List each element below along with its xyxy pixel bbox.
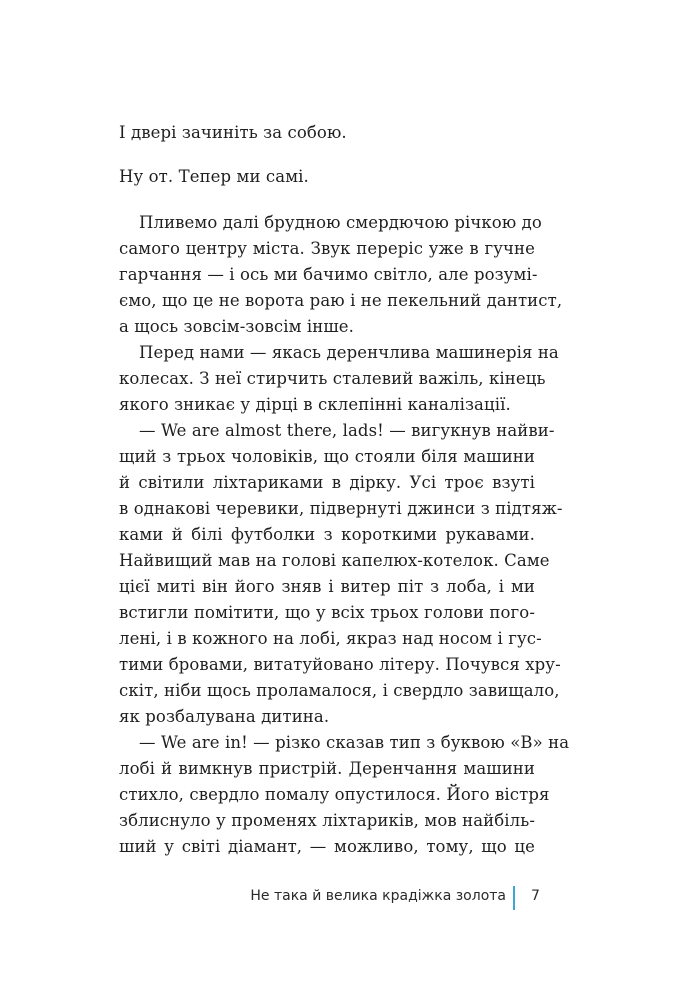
text-line: ками й білі футболки з короткими рукавами.: [119, 525, 535, 544]
text-line: колесах. З неї стирчить сталевий важіль, кінець: [119, 369, 546, 388]
text-line: в однакові черевики, підвернуті джинси з підтяж-: [119, 499, 563, 518]
text-line: встигли помітити, що у всіх трьох голови пого-: [119, 603, 535, 622]
text-line: ший у світі діамант, — можливо, тому, що це: [119, 837, 535, 856]
text-line: Найвищий мав на голові капелюх-котелок. Саме: [119, 551, 550, 570]
text-line: — We are almost there, lads! — вигукнув найви-: [139, 421, 555, 440]
text-line: Перед нами — якась деренчлива машинерія на: [139, 343, 559, 362]
text-line: — We are in! — різко сказав тип з буквою «В» на: [139, 733, 570, 752]
footer-divider: [513, 886, 515, 910]
text-line: скіт, ніби щось проламалося, і свердло завищало,: [119, 681, 560, 700]
text-line: якого зникає у дірці в склепінні каналізації.: [119, 395, 511, 414]
text-line: як розбалувана дитина.: [119, 707, 330, 726]
page-number: 7: [531, 888, 540, 904]
text-line: тими бровами, витатуйовано літеру. Почувся хру-: [119, 655, 561, 674]
text-line: гарчання — і ось ми бачимо світло, але розумі-: [119, 265, 538, 284]
text-line: Пливемо далі брудною смердючою річкою до: [139, 213, 542, 232]
text-line: а щось зовсім-зовсім інше.: [119, 317, 355, 336]
text-line: стихло, свердло помалу опустилося. Його вістря: [119, 785, 550, 804]
text-line: ємо, що це не ворота раю і не пекельний дантист,: [119, 291, 563, 310]
text-line: щий з трьох чоловіків, що стояли біля машини: [119, 447, 535, 466]
text-line: лені, і в кожного на лобі, якраз над носом і гус-: [119, 629, 542, 648]
text-line: зблиснуло у променях ліхтариків, мов найбіль-: [119, 811, 535, 830]
text-line: Ну от. Тепер ми самі.: [119, 167, 309, 186]
text-line: цієї миті він його зняв і витер піт з лоба, і ми: [119, 577, 535, 596]
running-footer-title: Не така й велика крадіжка золота: [250, 888, 506, 904]
text-line: й світили ліхтариками в дірку. Усі троє взуті: [119, 473, 535, 492]
text-line: лобі й вимкнув пристрій. Деренчання машини: [119, 759, 535, 778]
text-line: І двері зачиніть за собою.: [119, 123, 347, 142]
text-line: самого центру міста. Звук переріс уже в гучне: [119, 239, 535, 258]
